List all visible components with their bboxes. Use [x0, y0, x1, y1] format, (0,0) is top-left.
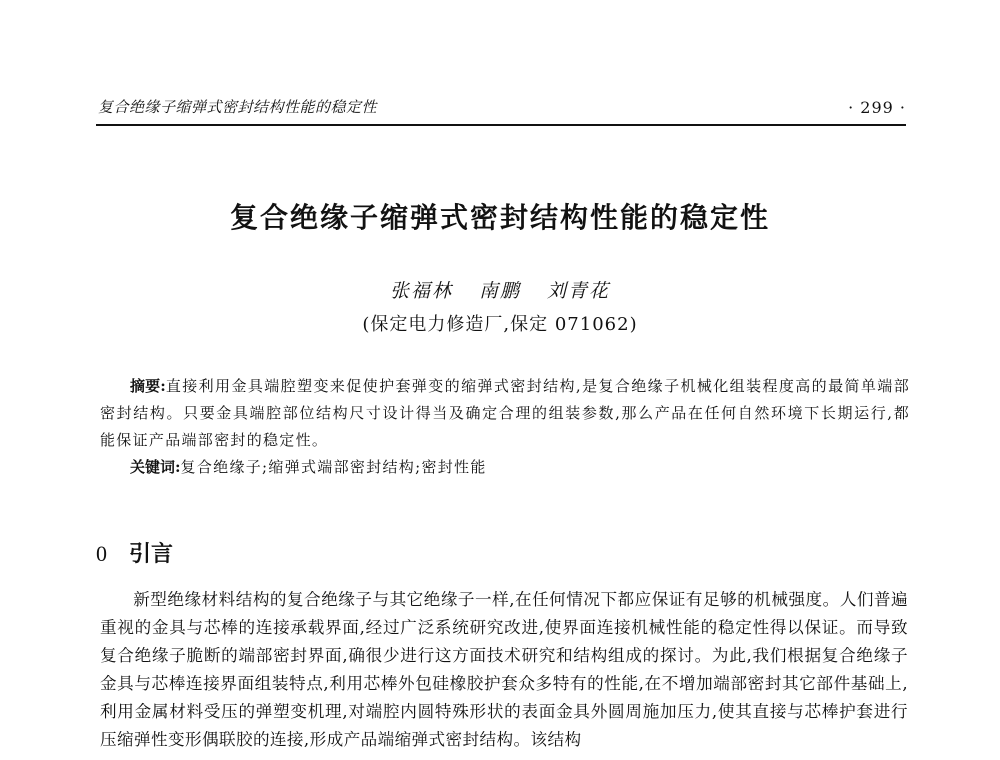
body-paragraph: 新型绝缘材料结构的复合绝缘子与其它绝缘子一样,在任何情况下都应保证有足够的机械强度。人们普遍重视的金具与芯棒的连接承载界面,经过广泛系统研究改进,使界面连接机械性能的稳定性得以保证。而导致复合绝缘子脆断的端部密封界面,确很少进行这方面技术研究和结构组成的探讨。为此,我们根据复合绝缘子金具与芯棒连接界面组装特点,利用芯棒外包硅橡胶护套众多特有的性能,在不增加端部密封其它部件基础上,利用金属材料受压的弹塑变机理,对端腔内圆特殊形状的表面金具外圆周施加压力,使其直接与芯棒护套进行压缩弹性变形偶联胶的连接,形成产品端缩弹式密封结构。该结构	[100, 590, 908, 749]
keywords-text: 复合绝缘子;缩弹式端部密封结构;密封性能	[180, 458, 487, 476]
section-title: 引言	[129, 542, 174, 567]
body-text	[100, 586, 908, 754]
abstract-label: 摘要:	[130, 377, 166, 395]
section-number: 0	[96, 541, 107, 566]
section-heading	[96, 537, 173, 568]
abstract-block	[100, 373, 910, 481]
running-head	[98, 96, 906, 117]
running-head-title: 复合绝缘子缩弹式密封结构性能的稳定性	[98, 98, 378, 116]
keywords	[100, 454, 910, 481]
header-rule	[96, 124, 906, 126]
authors: 张福林 南鹏 刘青花	[389, 280, 611, 302]
affiliation: (保定电力修造厂,保定 071062)	[362, 314, 638, 335]
abstract	[100, 373, 910, 454]
paper-title: 复合绝缘子缩弹式密封结构性能的稳定性	[229, 201, 770, 234]
keywords-label: 关键词:	[130, 458, 181, 476]
page-number: · 299 ·	[848, 98, 906, 117]
abstract-text: 直接利用金具端腔塑变来促使护套弹变的缩弹式密封结构,是复合绝缘子机械化组装程度高的最简单端部密封结构。只要金具端腔部位结构尺寸设计得当及确定合理的组装参数,那么产品在任何自然环境下长期运行,都能保证产品端部密封的稳定性。	[100, 377, 910, 449]
